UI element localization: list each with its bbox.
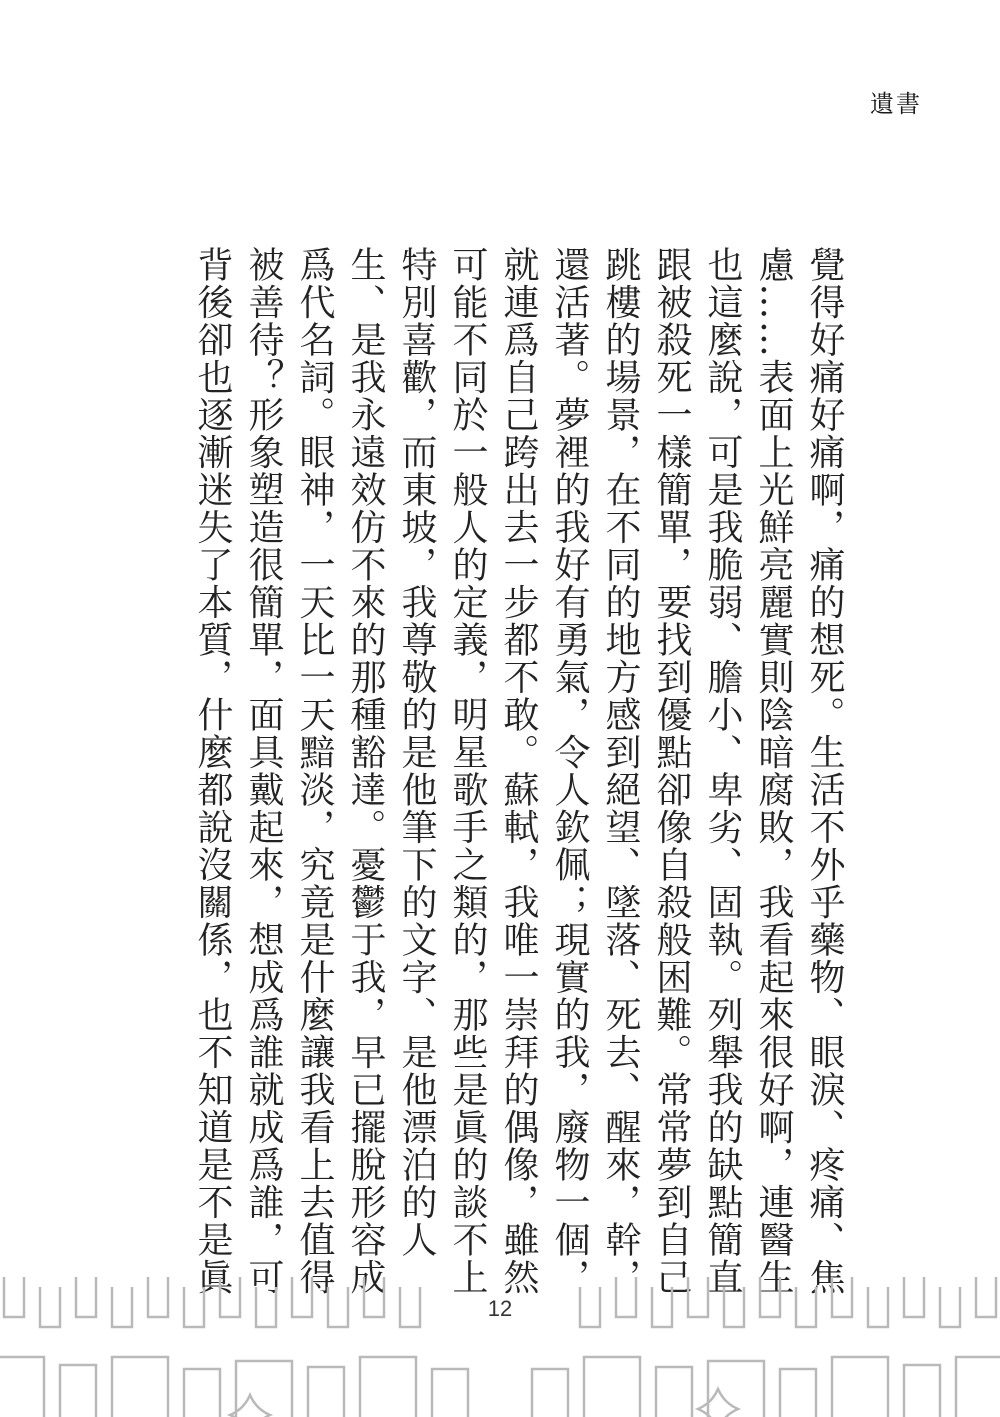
text-column: 被善待？形象塑造很簡單，面具戴起來，想成爲誰就成爲誰，可 [243, 246, 284, 1296]
text-column: 跟被殺死一樣簡單，要找到優點卻像自殺般困難。常常夢到自己 [651, 246, 692, 1296]
text-column: 背後卻也逐漸迷失了本質，什麼都說沒關係，也不知道是不是眞 [192, 246, 233, 1296]
page-number: 12 [487, 1296, 513, 1321]
running-header-title: 遺書 [870, 90, 922, 118]
text-column: 跳樓的場景，在不同的地方感到絕望、墜落、死去、醒來，幹， [600, 246, 641, 1296]
text-column: 還活著。夢裡的我好有勇氣，令人欽佩；現實的我，廢物一個， [549, 246, 590, 1296]
ornament-lower-row [0, 1357, 1000, 1417]
text-column: 特別喜歡，而東坡，我尊敬的是他筆下的文字、是他漂泊的人 [396, 246, 437, 1259]
text-column: 就連爲自己跨出去一步都不敢。蘇軾，我唯一崇拜的偶像，雖然 [498, 246, 539, 1296]
text-column: 生、是我永遠效仿不來的那種豁達。憂鬱于我，早已擺脫形容成 [345, 246, 386, 1296]
text-column: 可能不同於一般人的定義，明星歌手之類的，那些是眞的談不上 [447, 246, 488, 1296]
body-text [150, 246, 850, 1296]
ornament-upper-row [4, 1277, 996, 1327]
ornament-star-icon [698, 1389, 738, 1417]
text-column: 也這麼說，可是我脆弱、膽小、卑劣、固執。列舉我的缺點簡直 [702, 246, 743, 1296]
text-column: 覺得好痛好痛啊，痛的想死。生活不外乎藥物、眼淚、疼痛、焦 [804, 246, 845, 1296]
text-column: 慮……表面上光鮮亮麗實則陰暗腐敗，我看起來很好啊，連醫生 [753, 246, 794, 1296]
ornament-star-icons [230, 1389, 738, 1417]
footer-ornament [0, 1277, 1000, 1417]
text-column: 爲代名詞。眼神，一天比一天黯淡，究竟是什麼讓我看上去值得 [294, 246, 335, 1296]
